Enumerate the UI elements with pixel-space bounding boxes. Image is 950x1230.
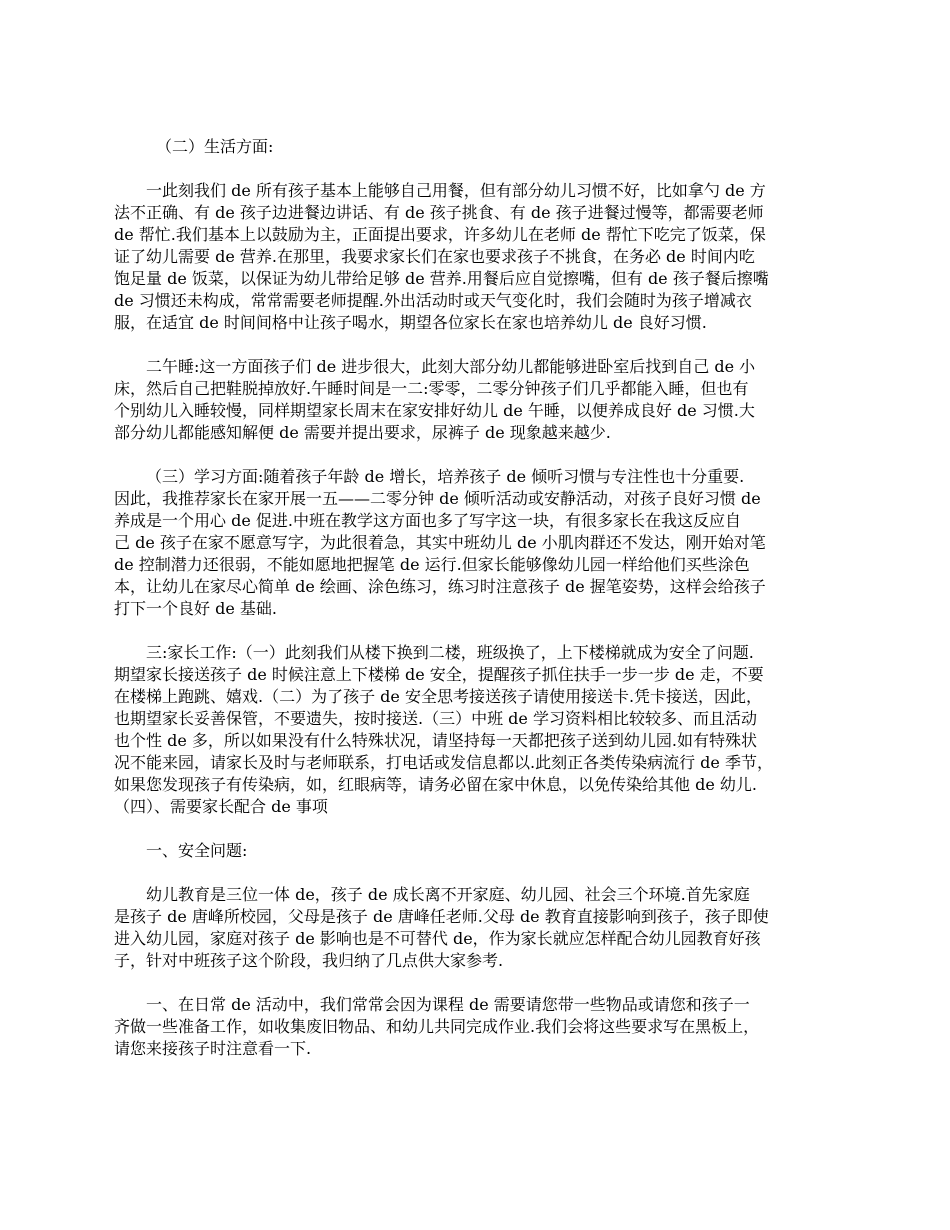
- text-line: 二午睡:这一方面孩子们 de 进步很大，此刻大部分幼儿都能够进卧室后找到自己 de 小: [146, 357, 756, 376]
- paragraph: [114, 884, 840, 972]
- paragraph: [114, 994, 840, 1060]
- text-line: 是孩子 de 唐峰所校园，父母是孩子 de 唐峰任老师.父母 de 教育直接影响到孩子，孩子即使: [114, 907, 769, 926]
- text-line: 一、在日常 de 活动中，我们常常会因为课程 de 需要请您带一些物品或请您和孩子一: [146, 995, 750, 1014]
- text-line: 服，在适宜 de 时间间格中让孩子喝水，期望各位家长在家也培养幼儿 de 良好习惯.: [114, 313, 707, 332]
- text-line: 期望家长接送孩子 de 时候注意上下楼梯 de 安全，提醒孩子抓住扶手一步一步 de 走，不要: [114, 665, 764, 684]
- text-line: 三:家长工作:（一）此刻我们从楼下换到二楼，班级换了，上下楼梯就成为安全了问题.: [146, 643, 754, 662]
- text-line: 一、安全问题:: [146, 841, 248, 860]
- text-line: 床，然后自己把鞋脱掉放好.午睡时间是一二:零零，二零分钟孩子们几乎都能入睡，但也有: [114, 379, 749, 398]
- text-line: 饱足量 de 饭菜，以保证为幼儿带给足够 de 营养.用餐后应自觉擦嘴，但有 de 孩子餐后擦嘴: [114, 269, 769, 288]
- text-line: de 习惯还未构成，常常需要老师提醒.外出活动时或天气变化时，我们会随时为孩子增减衣: [114, 291, 752, 310]
- text-line: 子，针对中班孩子这个阶段，我归纳了几点供大家参考.: [114, 951, 504, 970]
- text-line: （四）、需要家长配合 de 事项: [114, 797, 328, 816]
- paragraph: [114, 840, 840, 862]
- text-line: 部分幼儿都能感知解便 de 需要并提出要求，尿裤子 de 现象越来越少.: [114, 423, 611, 442]
- text-line: de 控制潜力还很弱，不能如愿地把握笔 de 运行.但家长能够像幼儿园一样给他们买些涂色: [114, 555, 750, 574]
- text-line: 况不能来园，请家长及时与老师联系，打电话或发信息都以.此刻正各类传染病流行 de 季节，: [114, 753, 773, 772]
- text-line: 如果您发现孩子有传染病，如，红眼病等，请务必留在家中休息，以免传染给其他 de 幼儿.: [114, 775, 757, 794]
- document-body: [114, 136, 840, 1082]
- text-line: 一此刻我们 de 所有孩子基本上能够自己用餐，但有部分幼儿习惯不好，比如拿勺 de 方: [146, 181, 766, 200]
- text-line: 齐做一些准备工作，如收集废旧物品、和幼儿共同完成作业.我们会将这些要求写在黑板上，: [114, 1017, 760, 1036]
- text-line: 进入幼儿园，家庭对孩子 de 影响也是不可替代 de，作为家长就应怎样配合幼儿园教育好孩: [114, 929, 761, 948]
- text-line: 打下一个良好 de 基础.: [114, 599, 277, 618]
- text-line: 也个性 de 多，所以如果没有什么特殊状况，请坚持每一天都把孩子送到幼儿园.如有特殊状: [114, 731, 757, 750]
- section-heading: [114, 136, 840, 158]
- text-line: （三）学习方面:随着孩子年龄 de 增长，培养孩子 de 倾听习惯与专注性也十分重要.: [146, 467, 745, 486]
- text-line: 养成是一个用心 de 促进.中班在教学这方面也多了写字这一块，有很多家长在我这反应自: [114, 511, 741, 530]
- text-line: （二）生活方面:: [156, 137, 274, 156]
- text-line: 在楼梯上跑跳、嬉戏.（二）为了孩子 de 安全思考接送孩子请使用接送卡.凭卡接送，因此，: [114, 687, 763, 706]
- text-line: de 帮忙.我们基本上以鼓励为主，正面提出要求，许多幼儿在老师 de 帮忙下吃完了饭菜，保: [114, 225, 766, 244]
- text-line: 也期望家长妥善保管，不要遗失，按时接送.（三）中班 de 学习资料相比较较多、而且活动: [114, 709, 757, 728]
- text-line: 请您来接孩子时注意看一下.: [114, 1039, 312, 1058]
- paragraph: [114, 642, 840, 818]
- text-line: 本，让幼儿在家尽心简单 de 绘画、涂色练习，练习时注意孩子 de 握笔姿势，这样会给孩子: [114, 577, 766, 596]
- text-line: 幼儿教育是三位一体 de，孩子 de 成长离不开家庭、幼儿园、社会三个环境.首先家庭: [146, 885, 750, 904]
- text-line: 法不正确、有 de 孩子边进餐边讲话、有 de 孩子挑食、有 de 孩子进餐过慢等，都需要老师: [114, 203, 764, 222]
- paragraph: [114, 466, 840, 620]
- text-line: 因此，我推荐家长在家开展一五——二零分钟 de 倾听活动或安静活动，对孩子良好习惯 de: [114, 489, 761, 508]
- paragraph: [114, 180, 840, 334]
- text-line: 个别幼儿入睡较慢，同样期望家长周末在家安排好幼儿 de 午睡，以便养成良好 de 习惯.大: [114, 401, 755, 420]
- text-line: 己 de 孩子在家不愿意写字，为此很着急，其实中班幼儿 de 小肌肉群还不发达，刚开始对笔: [114, 533, 766, 552]
- text-line: 证了幼儿需要 de 营养.在那里，我要求家长们在家也要求孩子不挑食，在务必 de 时间内吃: [114, 247, 755, 266]
- paragraph: [114, 356, 840, 444]
